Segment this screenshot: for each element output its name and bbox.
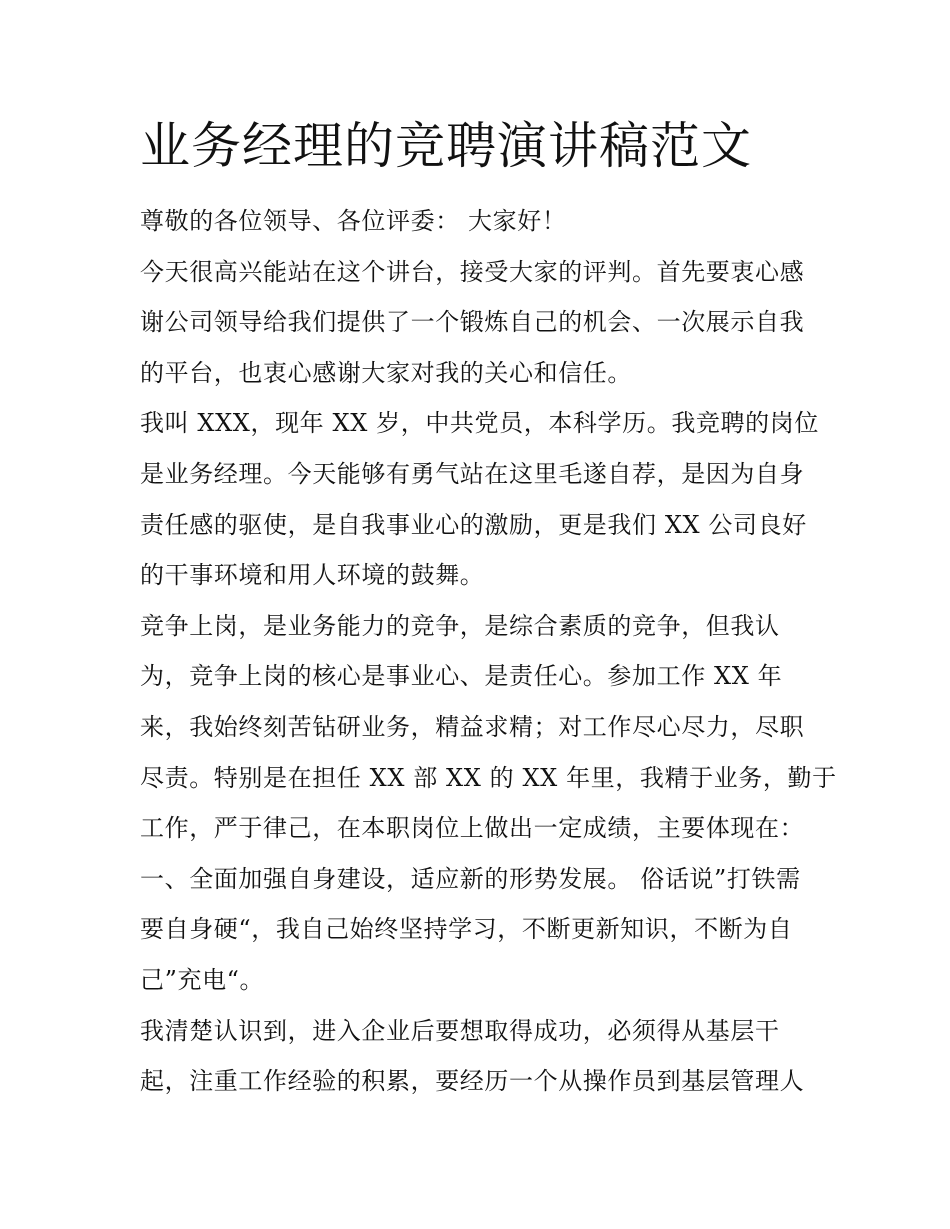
document-title: 业务经理的竞聘演讲稿范文 <box>140 117 752 175</box>
text-line: 工作，严于律己，在本职岗位上做出一定成绩，主要体现在： <box>140 814 805 843</box>
text-line: 起，注重工作经验的积累，要经历一个从操作员到基层管理人 <box>140 1067 805 1096</box>
text-line: 要自身硬“，我自己始终坚持学习，不断更新知识，不断为自 <box>140 915 793 944</box>
text-line: 竞争上岗，是业务能力的竞争，是综合素质的竞争，但我认 <box>140 611 780 640</box>
text-line: 来，我始终刻苦钻研业务，精益求精；对工作尽心尽力，尽职 <box>140 712 805 741</box>
text-line: 尽责。特别是在担任 XX 部 XX 的 XX 年里，我精于业务，勤于 <box>140 763 837 792</box>
text-line: 的干事环境和用人环境的鼓舞。 <box>140 561 485 590</box>
text-line: 责任感的驱使，是自我事业心的激励，更是我们 XX 公司良好 <box>140 510 807 539</box>
text-line: 是业务经理。今天能够有勇气站在这里毛遂自荐，是因为自身 <box>140 459 805 488</box>
text-line: 的平台，也衷心感谢大家对我的关心和信任。 <box>140 358 632 387</box>
text-line: 一、全面加强自身建设，适应新的形势发展。 俗话说”打铁需 <box>140 864 801 893</box>
text-line: 我叫 XXX，现年 XX 岁，中共党员，本科学历。我竞聘的岗位 <box>140 409 819 438</box>
text-line: 今天很高兴能站在这个讲台，接受大家的评判。首先要衷心感 <box>140 257 805 286</box>
text-line: 尊敬的各位领导、各位评委： 大家好！ <box>140 207 567 235</box>
text-line: 为，竞争上岗的核心是事业心、是责任心。参加工作 XX 年 <box>140 662 783 691</box>
document-body <box>140 202 837 1113</box>
text-line: 己”充电“。 <box>140 965 265 994</box>
text-line: 谢公司领导给我们提供了一个锻炼自己的机会、一次展示自我 <box>140 308 805 337</box>
text-line: 我清楚认识到，进入企业后要想取得成功，必须得从基层干 <box>140 1016 780 1045</box>
